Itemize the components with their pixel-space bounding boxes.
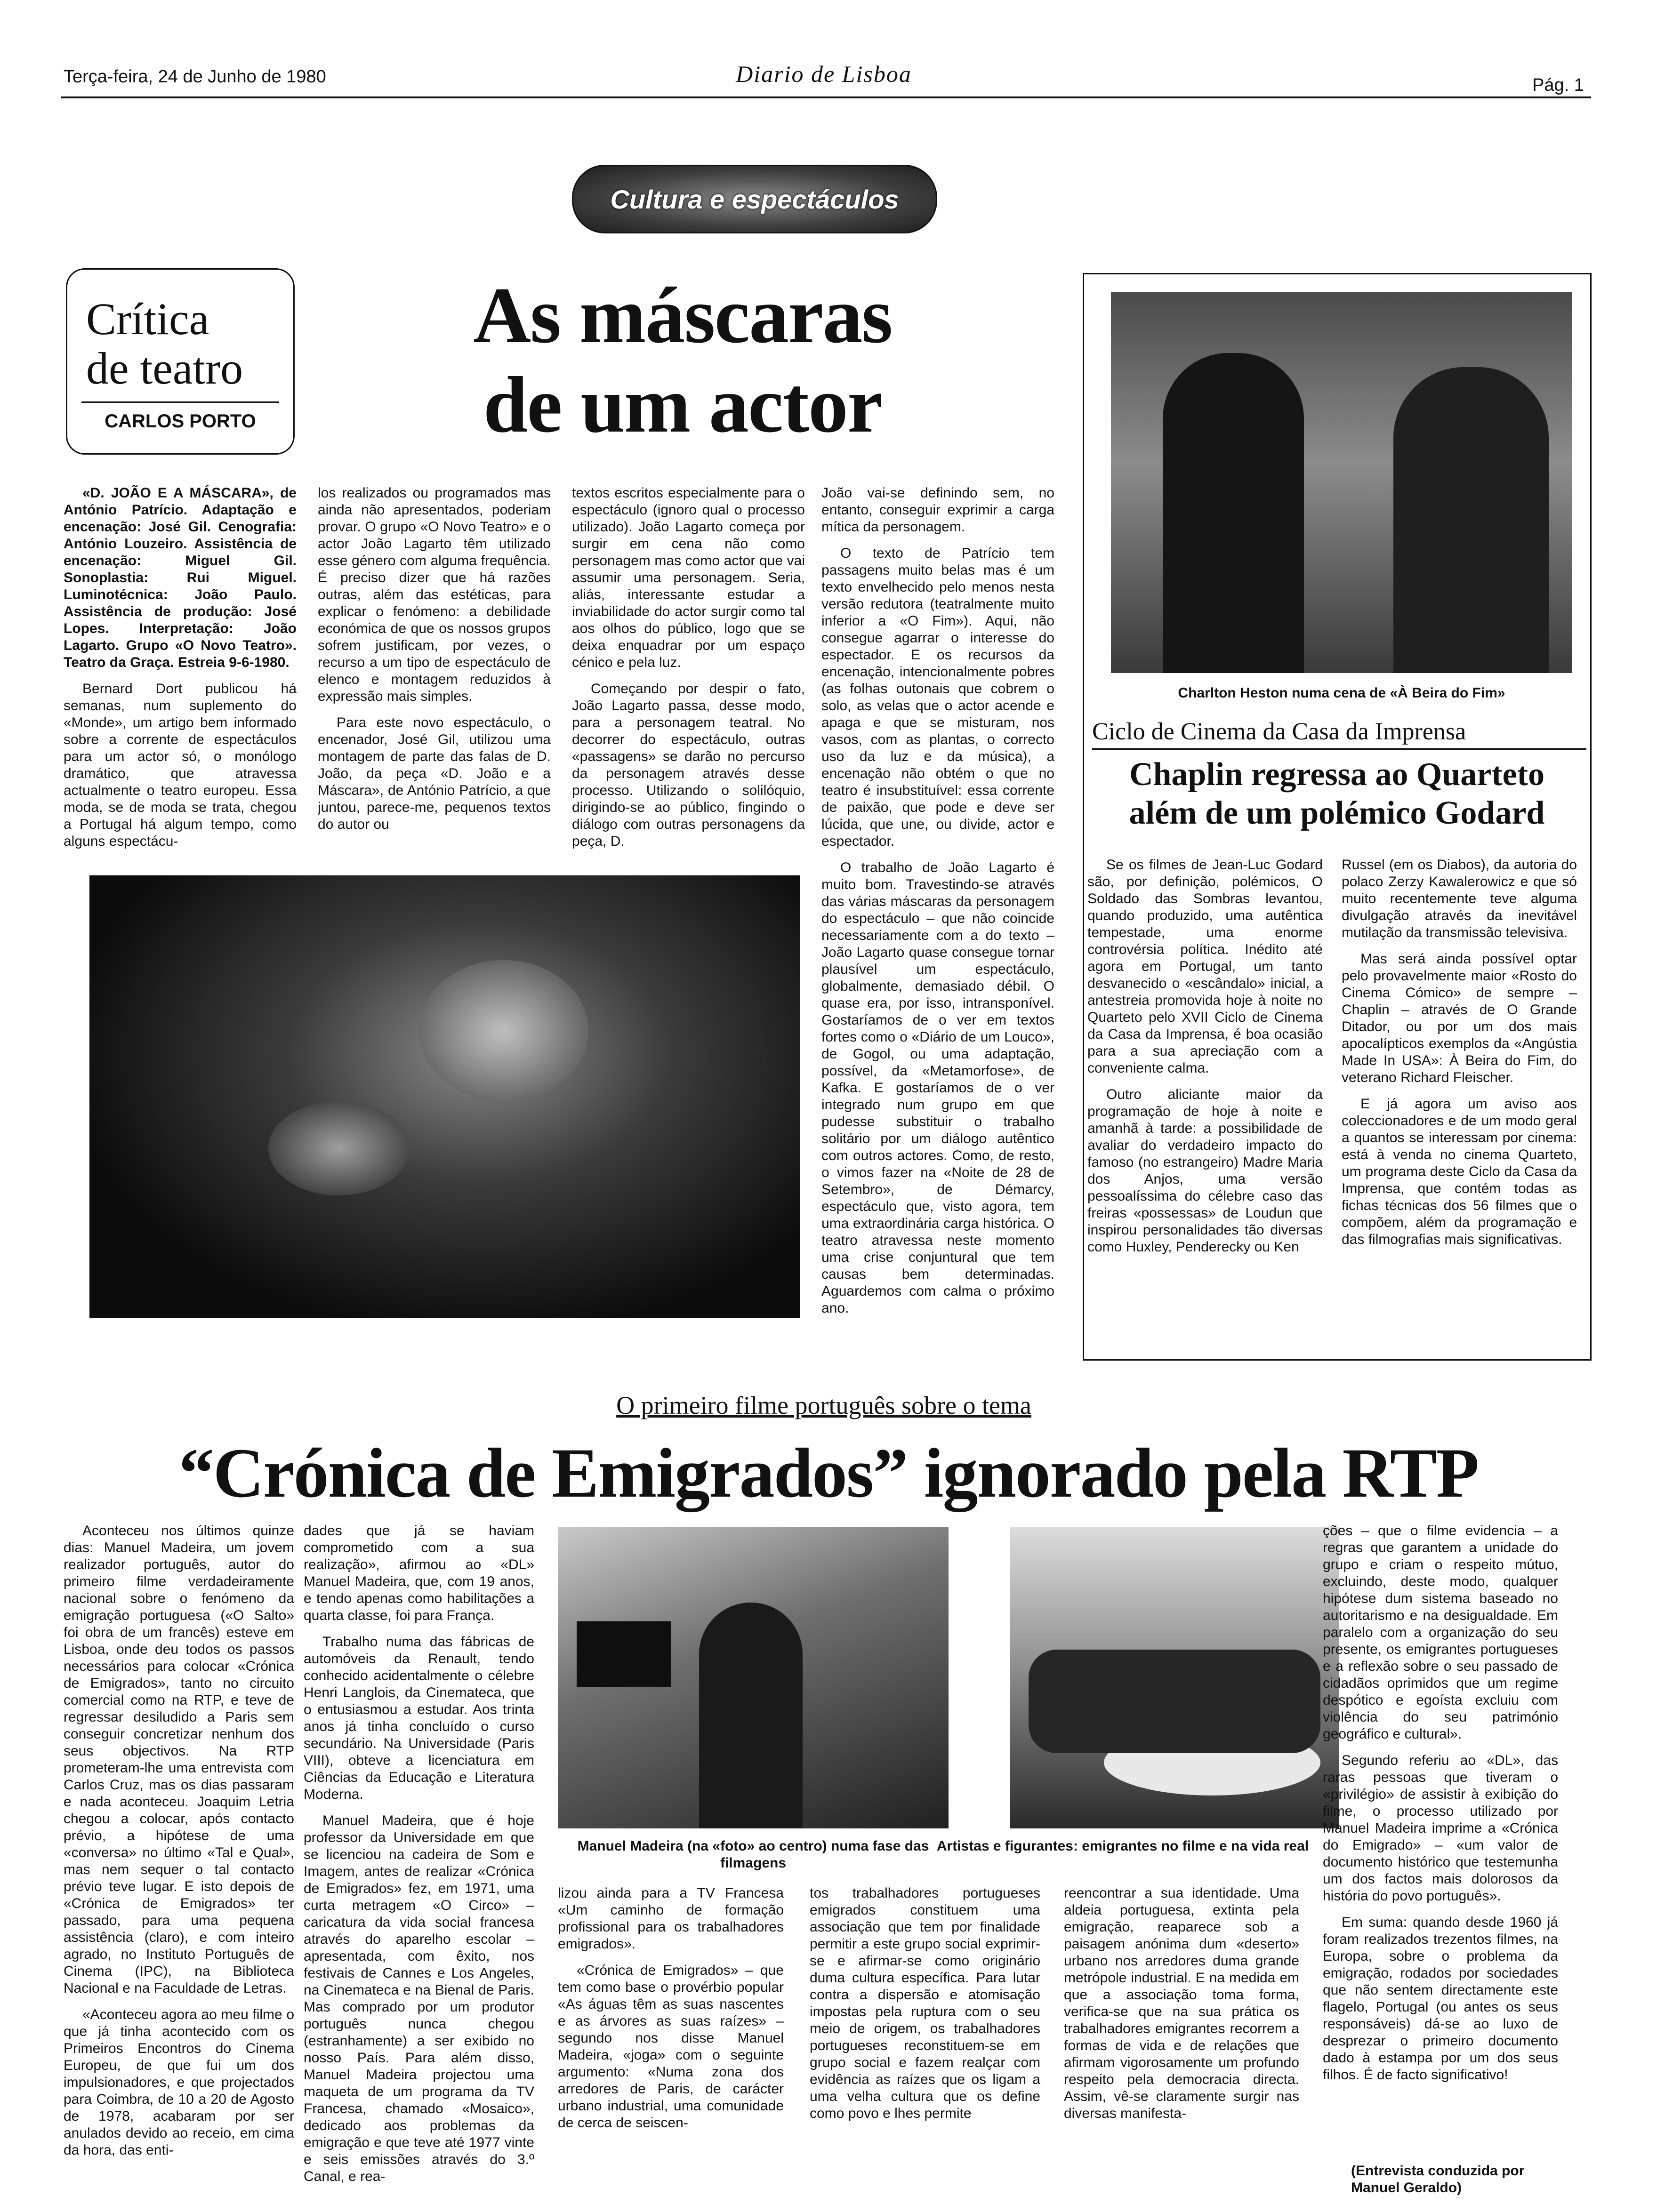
paragraph: tos trabalhadores portugueses emigrados constituem uma associação que tem por finalidade permitir a este grupo social exprimir-se e afirmar-se como originário duma cultura específica. Para lutar contra a dispersão e atomisação impostas pela ruptura com o seu meio de origem, os trabalhadores portugueses reconstituem-se em grupo social e fazem realçar com evidência as raízes que os ligam a uma velha cultura que os define como povo e lhes permite <box>810 1885 1040 2121</box>
cronica-column-5 <box>1064 1885 1299 2205</box>
paragraph: João vai-se definindo sem, no entanto, conseguir exprimir a carga mítica da personagem. <box>821 485 1054 535</box>
paragraph: ções – que o filme evidencia – a regras que garantem a unidade do grupo e criam o respeito mútuo, excluindo, deste modo, qualquer hipótese dum sistema baseado no autoritarismo e na desigualdade. Em paralelo com a organização do seu presente, os emigrantes portugueses e a reflexão sobre o seu passado de cidadãos oprimidos que um regime despótico e egoísta excluiu com violência do seu património geográfico e cultural». <box>1323 1523 1558 1742</box>
cinema-photo-caption: Charlton Heston numa cena de «À Beira do Fim» <box>1178 685 1505 701</box>
paragraph: O trabalho de João Lagarto é muito bom. Travestindo-se através das várias máscaras da personagem do espectáculo – que não coincide necessariamente com a do texto – João Lagarto quase consegue tornar plausível um espectáculo, globalmente, demasiado débil. O quase era, por isso, intransponível. Gostaríamos de o ver em textos fortes como o «Diário de um Louco», de Gogol, ou uma adaptação, possível, da «Metamorfose», de Kafka. E gostaríamos de o ver integrado num grupo em que pudesse substituir o trabalho solitário por um diálogo autêntico com outros actores. Como, de resto, o vimos fazer na «Noite de 28 de Setembro», de Démarcy, espectáculo que, visto agora, tem uma extraordinária carga histórica. O teatro atravessa neste momento uma crise conjuntural que tem causas bem determinadas. Aguardemos com calma o próximo ano. <box>821 860 1054 1316</box>
critica-logo-rule <box>81 401 279 403</box>
critica-column-1 <box>64 485 297 861</box>
cinema-kicker: Ciclo de Cinema da Casa da Imprensa <box>1092 718 1586 750</box>
cronica-column-4 <box>810 1885 1040 2205</box>
critica-column-4 <box>821 485 1054 1327</box>
paragraph: lizou ainda para a TV Francesa «Um caminho de formação profissional para os trabalhadores emigrados». <box>558 1885 784 1952</box>
paragraph: Manuel Madeira, que é hoje professor da Universidade em que se licenciou na cadeira de Som e Imagem, antes de realizar «Crónica de Emigrados» fez, em 1971, uma curta metragem «O Circo» – caricatura da vida social francesa através do aparelho escolar – apresentada, com êxito, nos festivais de Cannes e Los Angeles, na Cinemateca e na Bienal de Paris. Mas comprado por um produtor português nunca chegou (estranhamente) a ser exibido no nosso País. Para além disso, Manuel Madeira projectou uma maqueta de um programa da TV Francesa, chamado «Mosaico», dedicado aos problemas da emigração e que teve até 1977 vinte e seis emissões através do 3.º Canal, e rea- <box>304 1813 534 2184</box>
figure-right <box>1393 367 1549 673</box>
paragraph: Bernard Dort publicou há semanas, num suplemento do «Monde», um artigo bem informado sobre a corrente de espectáculos para um actor só, o monólogo dramático, que atravessa actualmente o teatro europeu. Essa moda, se de moda se trata, chegou a Portugal há algum tempo, como alguns espectácu- <box>64 681 297 849</box>
section-banner <box>572 165 937 233</box>
critica-headline-line1: As máscaras <box>473 271 892 360</box>
camera-shape <box>577 1621 671 1687</box>
cronica-column-3 <box>558 1885 784 2205</box>
paragraph: Aconteceu nos últimos quinze dias: Manuel Madeira, um jovem realizador português, autor do primeiro filme verdadeiramente nacional sobre o fenómeno da emigração portuguesa («O Salto» foi obra de um francês) esteve em Lisboa, onde deu todos os passos necessários para colocar «Crónica de Emigrados», tanto no circuito comercial como na RTP, e teve de regressar desiludido a Paris sem conseguir concretizar nenhum dos seus objectivos. Na RTP prometeram-lhe uma entrevista com Carlos Cruz, mas os dias passaram e nada aconteceu. Joaquim Letria chegou a colocar, após contacto prévio, a hipótese de uma «conversa» no último «Tal e Qual», mas nem sequer o tal contacto prévio teve lugar. E isto depois de «Crónica de Emigrados» ter passado, para uma pequena assistência (claro), e com inteiro agrado, no Instituto Português de Cinema (IPC), na Biblioteca Nacional e na Faculdade de Letras. <box>64 1523 294 1996</box>
paragraph: Russel (em os Diabos), da autoria do polaco Zerzy Kawalerowicz e que só muito recentemente teve alguma divulgação através da inevitável mutilação da transmissão televisiva. <box>1342 857 1577 940</box>
paragraph: los realizados ou programados mas ainda não apresentados, poderiam provar. O grupo «O Novo Teatro» e o actor João Lagarto têm utilizado esse género com alguma frequência. É preciso dizer que há razões outras, além das estéticas, para explicar o fenómeno: a debilidade económica de que os nossos grupos sofrem justificam, por vezes, o recurso a um tipo de espectáculo de elenco e montagem reduzidos à expressão mais simples. <box>318 485 551 704</box>
figure-left <box>1163 353 1304 673</box>
paragraph: E já agora um aviso aos coleccionadores e de um modo geral a quantos se interessam por cinema: está à venda no cinema Quarteto, um programa deste Ciclo da Casa da Imprensa, que contém todas as fichas técnicas dos 56 filmes que o compõem, além da programação e das filmografias mais significativas. <box>1342 1096 1577 1247</box>
cinema-column-1 <box>1087 857 1323 1346</box>
person-figure <box>699 1603 803 1828</box>
masthead: Diario de Lisboa <box>736 61 912 87</box>
critica-column-2 <box>318 485 551 861</box>
paragraph: O texto de Patrício tem passagens muito belas mas é um texto envelhecido pelo menos nesta versão redutora (teatralmente muito inferior a «O Fim»). Aqui, não consegue agarrar o interesse do espectador. E os recursos da encenação, intencionalmente pobres (as folhas outonais que cobrem o solo, as velas que o actor acende e apaga e que se misturam, nos vasos, com as plantas, o correcto uso da luz e da música), a encenação não obtém o que no teatro é insubstituível: essa corrente de paixão, que pode e deve ser lúcida, que une, ou divide, actor e espectador. <box>821 545 1054 849</box>
paragraph: Outro aliciante maior da programação de hoje à noite e amanhã à tarde: a possibilidade de avaliar do verdadeiro impacto do famoso (no estrangeiro) Madre Maria dos Anjos, uma versão pessoalíssima do célebre caso das freiras «possessas» de Loudun que inspirou personalidades tão diversas como Huxley, Penderecky ou Ken <box>1087 1087 1323 1255</box>
paragraph: Começando por despir o fato, João Lagarto passa, desse modo, para a personagem teatral. No decorrer do espectáculo, outras «passagens» se darão no percurso da personagem através desse processo. Utilizando o solilóquio, dirigindo-se ao público, fingindo o diálogo com outras personagens da peça, D. <box>572 681 805 849</box>
critica-logo-line1: Crítica <box>86 294 209 344</box>
paragraph: Para este novo espectáculo, o encenador, José Gil, utilizou uma montagem de parte das falas de D. João, da peça «D. João e a Máscara», de António Patrício, a que juntou, parece-me, pequenos textos do autor ou <box>318 715 551 832</box>
header-rule <box>61 96 1591 98</box>
critica-credits: «D. JOÃO E A MÁSCARA», de António Patrício. Adaptação e encenação: José Gil. Cenografia: António Louzeiro. Assistência de encenação: Miguel Gil. Sonoplastia: Rui Miguel. Luminotécnica: João Paulo. Assistência de produção: José Lopes. Interpretação: João Lagarto. Grupo «O Novo Teatro». Teatro da Graça. Estreia 9-6-1980. <box>64 485 297 670</box>
cronica-photo2-caption: Artistas e figurantes: emigrantes no filme e na vida real <box>936 1838 1309 1854</box>
cronica-column-2 <box>304 1523 534 2200</box>
cinema-headline-line1: Chaplin regressa ao Quarteto <box>1129 756 1545 793</box>
paragraph: Trabalho numa das fábricas de automóveis da Renault, tendo conhecido acidentalmente o célebre Henri Langlois, da Cinemateca, que o entusiasmou a estudar. Aos trinta anos já tinha concluído o curso secundário. Na Universidade (Paris VIII), obteve a licenciatura em Ciências da Educação e Literatura Moderna. <box>304 1634 534 1802</box>
crowd-shape <box>1029 1650 1320 1753</box>
critica-photo <box>89 875 800 1318</box>
cinema-photo <box>1111 292 1572 673</box>
cinema-column-2 <box>1342 857 1577 1346</box>
critica-logo-line2: de teatro <box>86 343 243 393</box>
paragraph: «Aconteceu agora ao meu filme o que já tinha acontecido com os Primeiros Encontros do Cinema Europeu, de que fui um dos impulsionadores, e que projectados para Coimbra, de 10 a 20 de Agosto de 1978, acabaram por ser anulados devido ao receio, em cima da hora, das enti- <box>64 2007 294 2158</box>
paragraph: reencontrar a sua identidade. Uma aldeia portuguesa, extinta pela emigração, reaparece sob a paisagem anónima dum «deserto» urbano nos arredores duma grande metrópole industrial. E na medida em que a associação toma forma, verifica-se que na sua prática os trabalhadores emigrantes recorrem a formas de vida e de relações que afirmam vigorosamente um profundo respeito pela democracia directa. Assim, vê-se claramente surgir nas diversas manifesta- <box>1064 1885 1299 2121</box>
paragraph: «Crónica de Emigrados» – que tem como base o provérbio popular «As águas têm as suas nascentes e as árvores as suas raízes» – segundo nos disse Manuel Madeira, «joga» com o seguinte argumento: «Numa zona dos arredores de Paris, de carácter urbano industrial, uma comunidade de cerca de seiscen- <box>558 1963 784 2131</box>
critica-headline-line2: de um actor <box>483 361 882 449</box>
cronica-headline: “Crónica de Emigrados” ignorado pela RTP <box>178 1434 1479 1512</box>
page-number: Pág. 1 <box>1532 75 1584 95</box>
paragraph: Se os filmes de Jean-Luc Godard são, por definição, polémicos, O Soldado das Sombras levantou, quando produzido, uma autêntica tempestade, uma enorme controvérsia política. Inédito até agora em Portugal, um tanto desvanecido o «escândalo» inicial, a antestreia promovida hoje à noite no Quarteto pelo XVII Ciclo de Cinema da Casa da Imprensa, é boa ocasião para a sua apreciação com a conveniente calma. <box>1087 857 1323 1076</box>
paragraph: textos escritos especialmente para o espectáculo (ignoro qual o processo utilizado). João Lagarto começa por surgir em cena não como personagem mas como actor que vai assumir uma personagem. Seria, aliás, interessante estudar a inviabilidade do actor surgir como tal aos olhos do público, logo que se deixa enquadrar por um espaço cénico e pela luz. <box>572 485 805 670</box>
cronica-kicker: O primeiro filme português sobre o tema <box>616 1391 1031 1419</box>
cronica-photo-emigrants <box>1010 1527 1339 1828</box>
cronica-photo-filming <box>558 1527 949 1828</box>
critica-headline <box>330 271 1036 449</box>
actor-face-highlight <box>419 960 588 1101</box>
cronica-column-6 <box>1323 1523 1558 2153</box>
header-date: Terça-feira, 24 de Junho de 1980 <box>64 67 326 87</box>
paragraph: Em suma: quando desde 1960 já foram realizados trezentos filmes, na Europa, sobre o problema da emigração, rodados por sociedades que não sentem directamente este flagelo, Portugal (ou antes os seus responsáveis) dá-se ao luxo de desprezar o primeiro documento dado à estampa por um dos seus filhos. É de facto significativo! <box>1323 1915 1558 2083</box>
actor-hand-highlight <box>268 1101 410 1195</box>
section-banner-text: Cultura e espectáculos <box>610 184 899 214</box>
critica-logo-box <box>66 268 295 455</box>
paragraph: Segundo referiu ao «DL», das raras pessoas que tiveram o «privilégio» de assistir à exibição do filme, o processo utilizado por Manuel Madeira imprime a «Crónica do Emigrado» – «um valor de documento histórico que testemunha um dos factos mais dolorosos da história do povo português». <box>1323 1753 1558 1904</box>
critica-author: CARLOS PORTO <box>105 411 256 432</box>
paragraph: dades que já se haviam comprometido com a sua realização», afirmou ao «DL» Manuel Madeira, que, com 19 anos, e tendo apenas como habilitações a quarta classe, foi para França. <box>304 1523 534 1623</box>
paragraph: Mas será ainda possível optar pelo provavelmente maior «Rosto do Cinema Cómico» de sempre – Chaplin – através de O Grande Ditador, ou por um dos mais apocalípticos exemplos da «Angústia Made In USA»: À Beira do Fim, do veterano Richard Fleischer. <box>1342 951 1577 1085</box>
cinema-headline-line2: além de um polémico Godard <box>1129 795 1545 831</box>
cinema-headline <box>1087 755 1586 833</box>
critica-column-3 <box>572 485 805 861</box>
cronica-photo1-caption: Manuel Madeira (na «foto» ao centro) numa fase das filmagens <box>577 1838 929 1871</box>
cronica-signature: (Entrevista conduzida por Manuel Geraldo) <box>1351 2163 1525 2196</box>
cronica-column-1 <box>64 1523 294 2200</box>
